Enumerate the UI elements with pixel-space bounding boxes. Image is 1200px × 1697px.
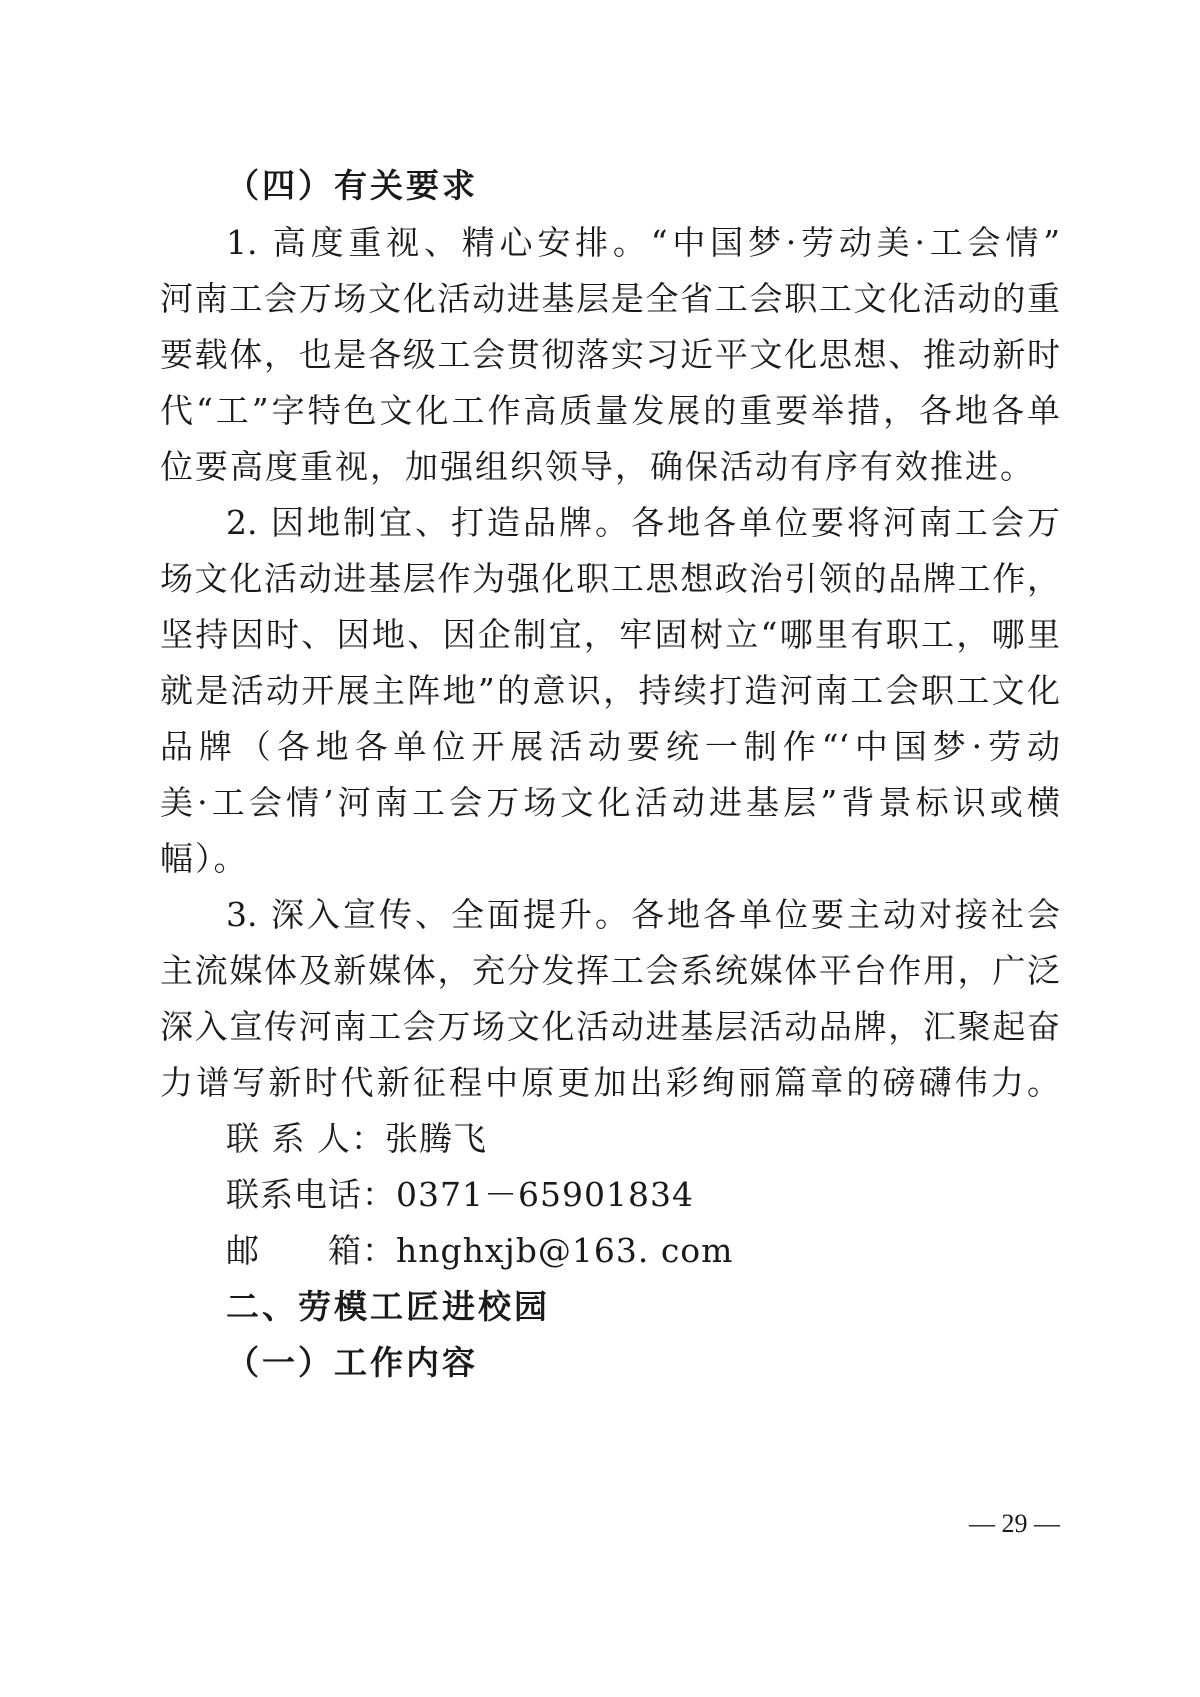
section-heading-requirements: （四）有关要求 [226, 166, 478, 205]
contact-email-label: 邮 箱： [226, 1231, 396, 1270]
paragraph-line: 要载体，也是各级工会贯彻落实习近平文化思想、推动新时 [160, 335, 1060, 374]
paragraph-line: 1. 高度重视、精心安排。“中国梦·劳动美·工会情” [226, 223, 1060, 262]
contact-phone-value: 0371－65901834 [396, 1175, 694, 1214]
paragraph-line: 河南工会万场文化活动进基层是全省工会职工文化活动的重 [160, 279, 1060, 318]
contact-person-value: 张腾飞 [384, 1119, 487, 1158]
paragraph-line: 美·工会情’河南工会万场文化活动进基层”背景标识或横 [160, 783, 1060, 822]
paragraph-line: 3. 深入宣传、全面提升。各地各单位要主动对接社会 [226, 895, 1060, 934]
paragraph-line: 深入宣传河南工会万场文化活动进基层活动品牌，汇聚起奋 [160, 1007, 1060, 1046]
subsection-heading-work-content: （一）工作内容 [226, 1343, 478, 1382]
paragraph-line: 代“工”字特色文化工作高质量发展的重要举措，各地各单 [160, 391, 1060, 430]
contact-person [226, 1119, 487, 1159]
section-heading-model-workers: 二、劳模工匠进校园 [226, 1287, 550, 1326]
paragraph-line: 场文化活动进基层作为强化职工思想政治引领的品牌工作， [160, 559, 1060, 598]
contact-phone [226, 1175, 694, 1215]
paragraph-line: 主流媒体及新媒体，充分发挥工会系统媒体平台作用，广泛 [160, 951, 1060, 990]
paragraph-line: 2. 因地制宜、打造品牌。各地各单位要将河南工会万 [226, 503, 1060, 542]
paragraph-line: 幅）。 [160, 839, 249, 878]
page-number: — 29 — [969, 1509, 1060, 1538]
contact-email-value: hnghxjb@163. com [396, 1231, 734, 1270]
paragraph-line: 就是活动开展主阵地”的意识，持续打造河南工会职工文化 [160, 671, 1060, 710]
paragraph-line: 坚持因时、因地、因企制宜，牢固树立“哪里有职工，哪里 [160, 615, 1060, 654]
contact-email [226, 1231, 733, 1271]
paragraph-line: 力谱写新时代新征程中原更加出彩绚丽篇章的磅礴伟力。 [160, 1063, 1060, 1102]
contact-person-label: 联 系 人： [226, 1119, 385, 1158]
paragraph-line: 品牌（各地各单位开展活动要统一制作“‘中国梦·劳动 [160, 727, 1060, 766]
paragraph-line: 位要高度重视，加强组织领导，确保活动有序有效推进。 [160, 447, 1035, 486]
contact-phone-label: 联系电话： [226, 1175, 396, 1214]
